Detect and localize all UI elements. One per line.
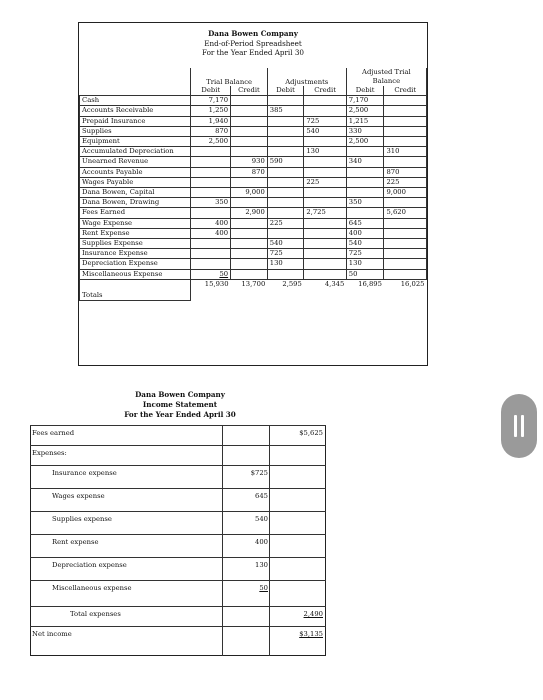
atb-dr-cell: 50 bbox=[346, 269, 384, 279]
adj-cr-cell bbox=[304, 259, 346, 269]
tb-dr-cell: 50 bbox=[191, 269, 231, 279]
adj-dr-cell bbox=[267, 198, 304, 208]
row-rule bbox=[30, 465, 326, 466]
expense-amount: $725 bbox=[250, 469, 268, 477]
group-adjustments: Adjustments bbox=[267, 68, 346, 86]
account-name: Equipment bbox=[80, 137, 191, 147]
net-income-row bbox=[30, 626, 326, 646]
spreadsheet-row bbox=[80, 218, 427, 228]
tb-cr-cell: 930 bbox=[231, 157, 268, 167]
group-adjusted-trial-balance bbox=[346, 68, 426, 86]
atb-cr-cell bbox=[384, 218, 427, 228]
spreadsheet-company: Dana Bowen Company bbox=[208, 29, 298, 38]
atb-dr-cell bbox=[346, 177, 384, 187]
total-atb-dr: 16,895 bbox=[358, 279, 382, 288]
spreadsheet-row bbox=[80, 198, 427, 208]
adj-cr-cell bbox=[304, 137, 346, 147]
tb-dr-cell: 2,500 bbox=[191, 137, 231, 147]
spreadsheet-table bbox=[79, 68, 427, 301]
atb-cr-cell: 225 bbox=[384, 177, 427, 187]
tb-dr-cell bbox=[191, 157, 231, 167]
account-name: Wage Expense bbox=[80, 218, 191, 228]
atb-dr-cell: 540 bbox=[346, 239, 384, 249]
fees-earned-label: Fees earned bbox=[32, 429, 75, 437]
adj-cr-cell bbox=[304, 249, 346, 259]
adj-dr-cell bbox=[267, 269, 304, 279]
adj-dr-cell bbox=[267, 208, 304, 218]
adj-cr-cell: 2,725 bbox=[304, 208, 346, 218]
atb-dr-cell: 340 bbox=[346, 157, 384, 167]
spreadsheet-period: For the Year Ended April 30 bbox=[202, 48, 304, 57]
column-group-row bbox=[80, 68, 427, 86]
spreadsheet-grid bbox=[79, 68, 427, 301]
scroll-handle[interactable] bbox=[501, 394, 537, 458]
spreadsheet-row bbox=[80, 106, 427, 116]
tb-dr-cell: 1,940 bbox=[191, 116, 231, 126]
spreadsheet-row bbox=[80, 126, 427, 136]
expense-row bbox=[30, 580, 326, 600]
group-adjusted-trial-balance-label: Adjusted Trial Balance bbox=[362, 68, 411, 85]
atb-dr-cell: 2,500 bbox=[346, 106, 384, 116]
adj-dr-cell bbox=[267, 147, 304, 157]
tb-cr-cell bbox=[231, 116, 268, 126]
account-name: Accumulated Depreciation bbox=[80, 147, 191, 157]
adj-cr-cell bbox=[304, 269, 346, 279]
account-name: Depreciation Expense bbox=[80, 259, 191, 269]
total-expenses-label: Total expenses bbox=[70, 610, 121, 618]
tb-cr-cell bbox=[231, 198, 268, 208]
sub-debit: Debit bbox=[267, 86, 304, 96]
column-sub-row bbox=[80, 86, 427, 96]
account-name: Fees Earned bbox=[80, 208, 191, 218]
row-rule bbox=[30, 626, 326, 627]
spreadsheet-header bbox=[79, 29, 427, 58]
expense-row bbox=[30, 511, 326, 531]
expenses-heading-label: Expenses: bbox=[32, 449, 67, 457]
expense-amount: 400 bbox=[255, 538, 268, 546]
expense-row bbox=[30, 465, 326, 485]
tb-dr-cell bbox=[191, 177, 231, 187]
account-name: Accounts Receivable bbox=[80, 106, 191, 116]
adj-dr-cell bbox=[267, 137, 304, 147]
spreadsheet-row bbox=[80, 208, 427, 218]
tb-dr-cell: 870 bbox=[191, 126, 231, 136]
fees-earned-amount: $5,625 bbox=[299, 429, 323, 437]
sub-credit: Credit bbox=[384, 86, 427, 96]
account-name: Insurance Expense bbox=[80, 249, 191, 259]
spreadsheet-row bbox=[80, 177, 427, 187]
expense-label: Miscellaneous expense bbox=[52, 584, 132, 592]
account-name: Supplies bbox=[80, 126, 191, 136]
expense-amount: 540 bbox=[255, 515, 268, 523]
tb-cr-cell bbox=[231, 228, 268, 238]
atb-cr-cell: 310 bbox=[384, 147, 427, 157]
adj-cr-cell bbox=[304, 218, 346, 228]
tb-cr-cell bbox=[231, 269, 268, 279]
expense-label: Wages expense bbox=[52, 492, 105, 500]
adj-cr-cell: 725 bbox=[304, 116, 346, 126]
adj-dr-cell: 725 bbox=[267, 249, 304, 259]
totals-label: Totals bbox=[80, 279, 191, 300]
adj-dr-cell bbox=[267, 126, 304, 136]
account-name: Miscellaneous Expense bbox=[80, 269, 191, 279]
atb-cr-cell bbox=[384, 137, 427, 147]
total-atb-cr: 16,025 bbox=[400, 279, 425, 288]
atb-cr-cell bbox=[384, 126, 427, 136]
adj-cr-cell bbox=[304, 96, 346, 106]
total-expenses-amount: 2,490 bbox=[303, 610, 323, 618]
row-rule bbox=[30, 488, 326, 489]
tb-dr-cell: 400 bbox=[191, 218, 231, 228]
adj-dr-cell bbox=[267, 96, 304, 106]
atb-cr-cell bbox=[384, 269, 427, 279]
atb-cr-cell bbox=[384, 228, 427, 238]
atb-cr-cell bbox=[384, 249, 427, 259]
group-trial-balance: Trial Balance bbox=[191, 68, 267, 86]
adj-dr-cell: 385 bbox=[267, 106, 304, 116]
atb-dr-cell: 645 bbox=[346, 218, 384, 228]
income-statement bbox=[30, 388, 326, 658]
income-statement-header bbox=[110, 390, 250, 419]
net-income-label: Net income bbox=[32, 630, 72, 638]
atb-dr-cell: 350 bbox=[346, 198, 384, 208]
account-name: Unearned Revenue bbox=[80, 157, 191, 167]
sub-debit: Debit bbox=[191, 86, 231, 96]
grip-line-icon bbox=[514, 415, 517, 437]
tb-cr-cell bbox=[231, 126, 268, 136]
sub-debit: Debit bbox=[346, 86, 384, 96]
adj-cr-cell: 130 bbox=[304, 147, 346, 157]
tb-cr-cell bbox=[231, 259, 268, 269]
adj-dr-cell bbox=[267, 228, 304, 238]
atb-dr-cell: 1,215 bbox=[346, 116, 384, 126]
tb-cr-cell bbox=[231, 137, 268, 147]
atb-cr-cell bbox=[384, 116, 427, 126]
row-rule bbox=[30, 606, 326, 607]
spreadsheet-row bbox=[80, 269, 427, 279]
adj-cr-cell bbox=[304, 228, 346, 238]
row-rule bbox=[30, 557, 326, 558]
tb-cr-cell bbox=[231, 218, 268, 228]
adj-cr-cell bbox=[304, 106, 346, 116]
net-income-amount: $3,135 bbox=[299, 630, 323, 638]
fees-earned-row bbox=[30, 425, 326, 445]
expense-amount: 130 bbox=[255, 561, 268, 569]
spreadsheet-row bbox=[80, 239, 427, 249]
spreadsheet-row bbox=[80, 147, 427, 157]
tb-cr-cell: 870 bbox=[231, 167, 268, 177]
atb-dr-cell bbox=[346, 167, 384, 177]
sub-credit: Credit bbox=[304, 86, 346, 96]
expense-amount: 50 bbox=[259, 584, 268, 592]
tb-cr-cell bbox=[231, 249, 268, 259]
atb-dr-cell: 330 bbox=[346, 126, 384, 136]
expense-label: Supplies expense bbox=[52, 515, 112, 523]
atb-dr-cell: 2,500 bbox=[346, 137, 384, 147]
total-adj-dr: 2,595 bbox=[282, 279, 302, 288]
atb-cr-cell: 870 bbox=[384, 167, 427, 177]
atb-dr-cell bbox=[346, 208, 384, 218]
account-name: Cash bbox=[80, 96, 191, 106]
total-adj-cr: 4,345 bbox=[324, 279, 345, 288]
adj-cr-cell: 540 bbox=[304, 126, 346, 136]
tb-dr-cell: 1,250 bbox=[191, 106, 231, 116]
expenses-heading-row bbox=[30, 445, 326, 465]
row-rule bbox=[30, 580, 326, 581]
atb-dr-cell bbox=[346, 147, 384, 157]
income-statement-period: For the Year Ended April 30 bbox=[124, 409, 236, 419]
spreadsheet-row bbox=[80, 96, 427, 106]
spreadsheet-row bbox=[80, 137, 427, 147]
tb-cr-cell bbox=[231, 177, 268, 187]
adj-dr-cell: 590 bbox=[267, 157, 304, 167]
atb-cr-cell bbox=[384, 239, 427, 249]
row-rule bbox=[30, 425, 326, 426]
account-name: Prepaid Insurance bbox=[80, 116, 191, 126]
expense-row bbox=[30, 534, 326, 554]
atb-dr-cell: 400 bbox=[346, 228, 384, 238]
spreadsheet-row bbox=[80, 157, 427, 167]
tb-dr-cell bbox=[191, 239, 231, 249]
expense-amount: 645 bbox=[255, 492, 268, 500]
adj-dr-cell bbox=[267, 188, 304, 198]
adj-dr-cell bbox=[267, 116, 304, 126]
atb-cr-cell: 9,000 bbox=[384, 188, 427, 198]
adj-dr-cell: 130 bbox=[267, 259, 304, 269]
atb-cr-cell bbox=[384, 259, 427, 269]
tb-cr-cell bbox=[231, 239, 268, 249]
atb-cr-cell: 5,620 bbox=[384, 208, 427, 218]
adj-cr-cell bbox=[304, 198, 346, 208]
sub-credit: Credit bbox=[231, 86, 268, 96]
tb-cr-cell: 2,900 bbox=[231, 208, 268, 218]
tb-cr-cell: 9,000 bbox=[231, 188, 268, 198]
adj-dr-cell bbox=[267, 177, 304, 187]
totals-row bbox=[80, 279, 427, 300]
account-name: Wages Payable bbox=[80, 177, 191, 187]
atb-dr-cell: 725 bbox=[346, 249, 384, 259]
spreadsheet-title: End-of-Period Spreadsheet bbox=[204, 38, 302, 48]
adj-cr-cell bbox=[304, 167, 346, 177]
spreadsheet-row bbox=[80, 228, 427, 238]
atb-cr-cell bbox=[384, 157, 427, 167]
account-name: Supplies Expense bbox=[80, 239, 191, 249]
spreadsheet-row bbox=[80, 188, 427, 198]
expense-row bbox=[30, 557, 326, 577]
expense-label: Rent expense bbox=[52, 538, 99, 546]
tb-cr-cell bbox=[231, 147, 268, 157]
tb-cr-cell bbox=[231, 96, 268, 106]
adj-cr-cell: 225 bbox=[304, 177, 346, 187]
adj-cr-cell bbox=[304, 157, 346, 167]
adj-cr-cell bbox=[304, 239, 346, 249]
tb-dr-cell bbox=[191, 167, 231, 177]
tb-dr-cell: 7,170 bbox=[191, 96, 231, 106]
row-rule bbox=[30, 534, 326, 535]
expense-label: Depreciation expense bbox=[52, 561, 127, 569]
account-name: Rent Expense bbox=[80, 228, 191, 238]
tb-dr-cell bbox=[191, 188, 231, 198]
expense-row bbox=[30, 488, 326, 508]
row-rule bbox=[30, 511, 326, 512]
total-tb-dr: 15,930 bbox=[204, 279, 229, 288]
expense-label: Insurance expense bbox=[52, 469, 117, 477]
income-statement-title: Income Statement bbox=[142, 399, 218, 409]
adj-dr-cell: 540 bbox=[267, 239, 304, 249]
adj-cr-cell bbox=[304, 188, 346, 198]
end-of-period-spreadsheet bbox=[78, 22, 428, 366]
atb-dr-cell: 130 bbox=[346, 259, 384, 269]
adj-dr-cell bbox=[267, 167, 304, 177]
spreadsheet-row bbox=[80, 116, 427, 126]
tb-dr-cell: 400 bbox=[191, 228, 231, 238]
atb-cr-cell bbox=[384, 106, 427, 116]
tb-cr-cell bbox=[231, 106, 268, 116]
tb-dr-cell bbox=[191, 147, 231, 157]
tb-dr-cell bbox=[191, 208, 231, 218]
tb-dr-cell bbox=[191, 249, 231, 259]
spreadsheet-row bbox=[80, 259, 427, 269]
grip-line-icon bbox=[521, 415, 524, 437]
atb-dr-cell: 7,170 bbox=[346, 96, 384, 106]
atb-dr-cell bbox=[346, 188, 384, 198]
tb-dr-cell bbox=[191, 259, 231, 269]
atb-cr-cell bbox=[384, 198, 427, 208]
total-tb-cr: 13,700 bbox=[241, 279, 266, 288]
income-statement-company: Dana Bowen Company bbox=[135, 390, 225, 399]
atb-cr-cell bbox=[384, 96, 427, 106]
total-expenses-row bbox=[30, 606, 326, 626]
spreadsheet-row bbox=[80, 167, 427, 177]
tb-dr-cell: 350 bbox=[191, 198, 231, 208]
account-name: Dana Bowen, Drawing bbox=[80, 198, 191, 208]
account-name: Accounts Payable bbox=[80, 167, 191, 177]
adj-dr-cell: 225 bbox=[267, 218, 304, 228]
account-name: Dana Bowen, Capital bbox=[80, 188, 191, 198]
row-rule bbox=[30, 445, 326, 446]
spreadsheet-row bbox=[80, 249, 427, 259]
